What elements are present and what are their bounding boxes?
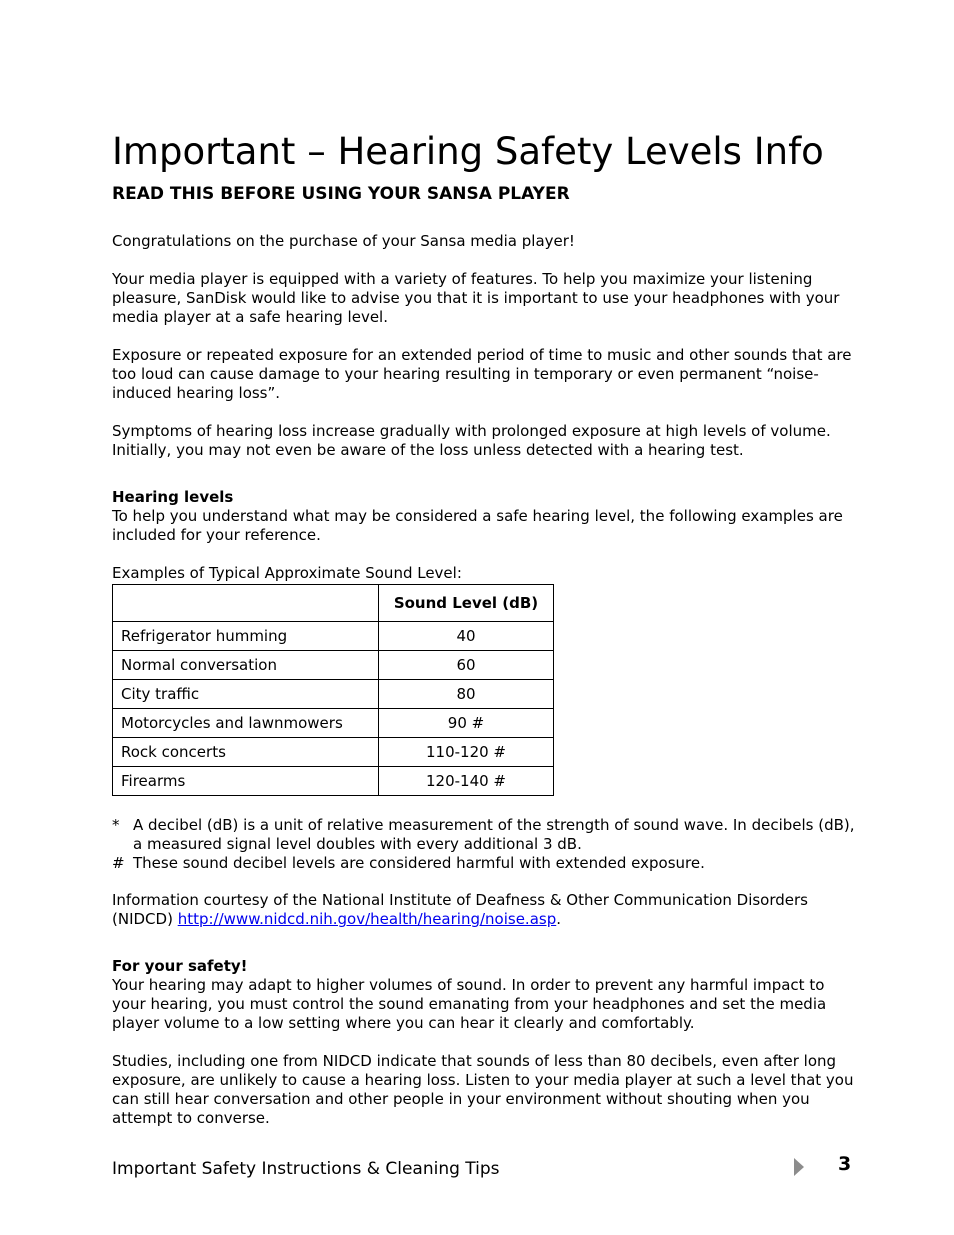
table-header-empty xyxy=(113,585,379,622)
table-row xyxy=(113,680,554,709)
page-number: 3 xyxy=(838,1153,852,1175)
table-cell-value: 80 xyxy=(379,680,554,709)
courtesy-paragraph xyxy=(112,891,857,929)
footnote-text: These sound decibel levels are considered harmful with extended exposure. xyxy=(133,854,705,872)
page-title: Important – Hearing Safety Levels Info xyxy=(112,130,824,173)
table-cell-label: Rock concerts xyxy=(113,738,379,767)
courtesy-period: . xyxy=(556,910,562,928)
exposure-paragraph: Exposure or repeated exposure for an extended period of time to music and other sounds that are too loud can cause damage to your hearing resulting in temporary or even permanent “noise-induced hearing loss”. xyxy=(112,346,852,402)
table-cell-value: 110-120 # xyxy=(379,738,554,767)
table-cell-value: 60 xyxy=(379,651,554,680)
table-cell-value: 120-140 # xyxy=(379,767,554,796)
table-cell-label: Normal conversation xyxy=(113,651,379,680)
table-row xyxy=(113,709,554,738)
sound-level-table xyxy=(112,584,554,796)
table-header-row xyxy=(113,585,554,622)
table-row xyxy=(113,767,554,796)
symptoms-paragraph: Symptoms of hearing loss increase gradually with prolonged exposure at high levels of volume. Initially, you may not even be aware of the loss unless detected with a hearing test. xyxy=(112,422,831,459)
footer-text: Important Safety Instructions & Cleaning Tips xyxy=(112,1159,500,1179)
footnote-text: A decibel (dB) is a unit of relative measurement of the strength of sound wave. In decibels (dB), a measured signal level doubles with every additional 3 dB. xyxy=(133,816,855,853)
congrats-paragraph: Congratulations on the purchase of your Sansa media player! xyxy=(112,232,575,250)
table-header-sound-level: Sound Level (dB) xyxy=(379,585,554,622)
safety-heading: For your safety! xyxy=(112,957,248,975)
triangle-right-icon xyxy=(794,1158,804,1176)
table-cell-label: City traffic xyxy=(113,680,379,709)
footnotes xyxy=(112,816,857,873)
table-cell-value: 90 # xyxy=(379,709,554,738)
table-cell-value: 40 xyxy=(379,622,554,651)
hearing-levels-intro: To help you understand what may be considered a safe hearing level, the following examples are included for your reference. xyxy=(112,507,843,544)
footnote-harmful xyxy=(112,854,857,873)
features-paragraph: Your media player is equipped with a variety of features. To help you maximize your listening pleasure, SanDisk would like to advise you that it is important to use your headphones with your media player at a safe hearing level. xyxy=(112,270,840,326)
table-row xyxy=(113,738,554,767)
footnote-mark: # xyxy=(112,854,125,872)
table-cell-label: Motorcycles and lawnmowers xyxy=(113,709,379,738)
hearing-levels-heading: Hearing levels xyxy=(112,488,234,506)
page-subtitle: READ THIS BEFORE USING YOUR SANSA PLAYER xyxy=(112,184,570,204)
table-cell-label: Refrigerator humming xyxy=(113,622,379,651)
table-caption: Examples of Typical Approximate Sound Level: xyxy=(112,564,462,582)
table-row xyxy=(113,651,554,680)
safety-paragraph-1: Your hearing may adapt to higher volumes of sound. In order to prevent any harmful impact to your hearing, you must control the sound emanating from your headphones and set the media player volume to a low setting where you can hear it clearly and comfortably. xyxy=(112,976,827,1032)
nidcd-link[interactable]: http://www.nidcd.nih.gov/health/hearing/noise.asp xyxy=(177,910,557,928)
table-row xyxy=(113,622,554,651)
safety-paragraph-2: Studies, including one from NIDCD indicate that sounds of less than 80 decibels, even after long exposure, are unlikely to cause a hearing loss. Listen to your media player at such a level that you can still hear conversation and other people in your environment without shouting when you attempt to converse. xyxy=(112,1052,854,1127)
courtesy-text: Information courtesy of the National Institute of Deafness & Other Communication Disorders (NIDCD) xyxy=(112,891,808,928)
footnote-decibel xyxy=(112,816,857,854)
table-cell-label: Firearms xyxy=(113,767,379,796)
footnote-mark: * xyxy=(112,816,120,834)
